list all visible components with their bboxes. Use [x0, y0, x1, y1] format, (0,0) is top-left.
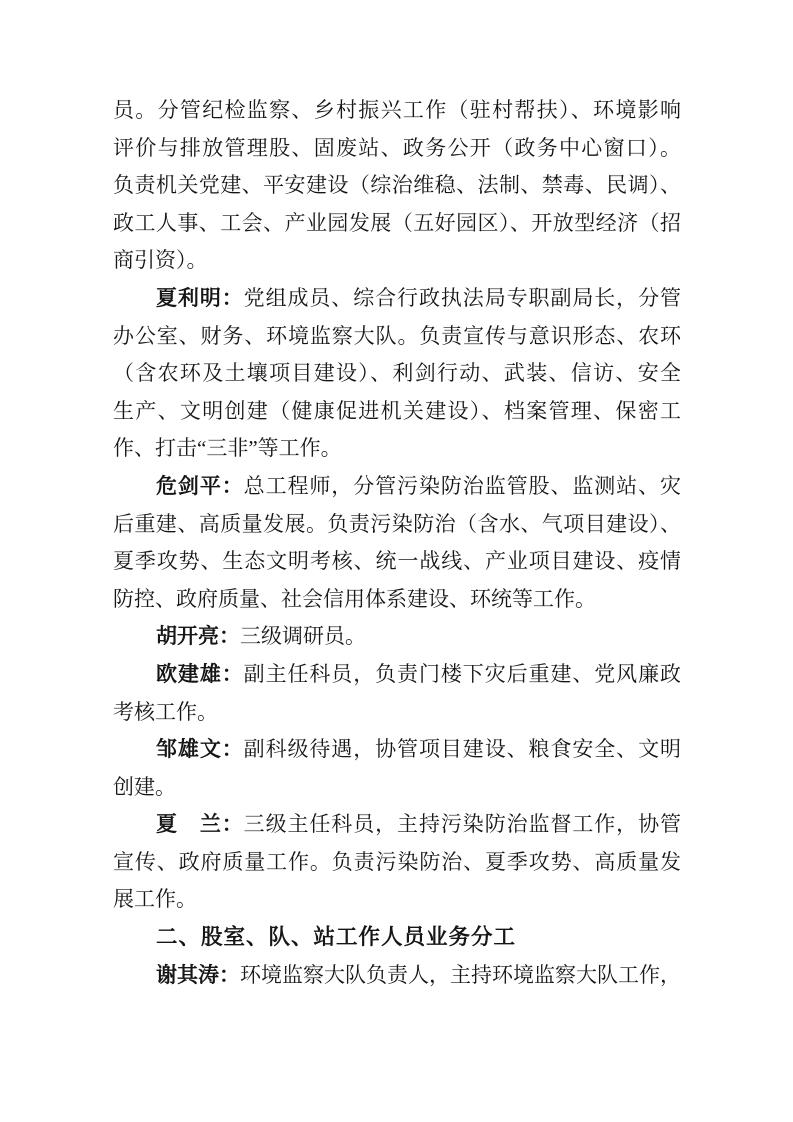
line-text: 总工程师，分管污染防治监管股、监测站、灾: [243, 473, 680, 498]
text-line: 商引资）。: [113, 248, 208, 273]
line-text: 副科级待遇，协管项目建设、粮食安全、文明: [243, 737, 680, 762]
section-heading-text: 二、股室、队、站工作人员业务分工: [156, 925, 517, 950]
person-name: 夏利明：: [156, 285, 244, 310]
text-line: [113, 731, 680, 769]
line-text: 三级调研员。: [240, 624, 366, 649]
line-text: 党组成员、综合行政执法局专职副局长，分管: [243, 285, 680, 310]
line-text: 三级主任科员，主持污染防治监督工作，协管: [243, 812, 680, 837]
text-line: 评价与排放管理股、固废站、政务公开（政务中心窗口）。: [113, 135, 680, 160]
line-text: 副主任科员，负责门楼下灾后重建、党风廉政: [243, 661, 680, 686]
text-line: [113, 618, 680, 656]
text-line: 负责机关党建、平安建设（综治维稳、法制、禁毒、民调）、: [113, 173, 680, 198]
section-heading: [113, 919, 680, 957]
text-line: 创建。: [113, 774, 176, 799]
document-text-block: [113, 92, 680, 994]
text-line: 作、打击“三非”等工作。: [113, 436, 342, 461]
person-name: 谢其涛：: [156, 962, 240, 987]
text-line: （含农环及土壤项目建设）、利剑行动、武装、信访、安全: [113, 361, 680, 386]
text-line: 考核工作。: [113, 699, 218, 724]
person-name: 夏 兰：: [156, 812, 244, 837]
text-line: 员。分管纪检监察、乡村振兴工作（驻村帮扶）、环境影响: [113, 98, 680, 122]
text-line: 展工作。: [113, 887, 197, 912]
text-line: 生产、文明创建（健康促进机关建设）、档案管理、保密工: [113, 398, 680, 423]
text-line: 政工人事、工会、产业园发展（五好园区）、开放型经济（招: [113, 210, 680, 235]
text-line: [113, 957, 680, 995]
text-line: 办公室、财务、环境监察大队。负责宣传与意识形态、农环: [113, 323, 680, 348]
text-line: [113, 280, 680, 318]
line-text: 环境监察大队负责人，主持环境监察大队工作，: [240, 962, 680, 987]
text-line: 夏季攻势、生态文明考核、统一战线、产业项目建设、疫情: [113, 549, 680, 574]
person-name: 邹雄文：: [156, 737, 244, 762]
text-line: [113, 656, 680, 694]
text-line: 宣传、政府质量工作。负责污染防治、夏季攻势、高质量发: [113, 849, 680, 874]
text-line: [113, 468, 680, 506]
text-line: [113, 806, 680, 844]
person-name: 胡开亮：: [156, 624, 240, 649]
person-name: 欧建雄：: [156, 661, 244, 686]
person-name: 危剑平：: [156, 473, 244, 498]
text-line: 防控、政府质量、社会信用体系建设、环统等工作。: [113, 586, 596, 611]
text-line: 后重建、高质量发展。负责污染防治（含水、气项目建设）、: [113, 511, 680, 536]
